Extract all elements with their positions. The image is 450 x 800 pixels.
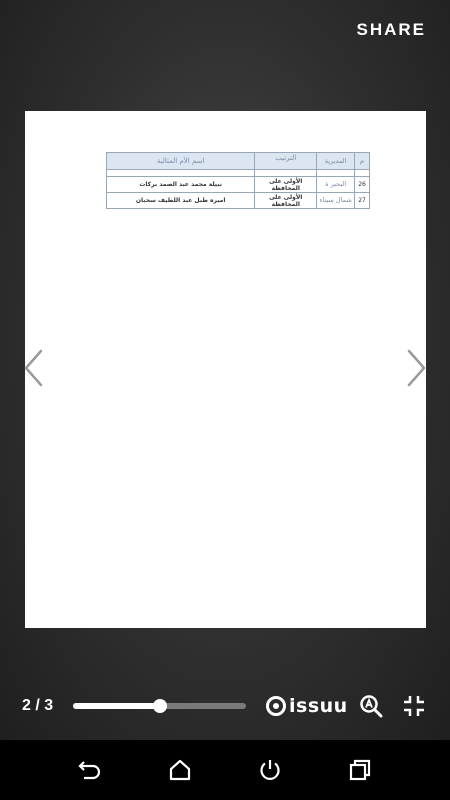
slider-thumb[interactable] <box>153 699 167 713</box>
row-rank: الأولى على المحافظة <box>255 193 317 209</box>
row-directorate: شمال سيناء <box>317 193 355 209</box>
header-directorate: المديرية <box>317 153 355 170</box>
issuu-logo[interactable] <box>266 694 348 718</box>
viewer-controls <box>0 690 450 722</box>
page-slider[interactable] <box>73 703 246 709</box>
zoom-icon[interactable] <box>359 694 383 718</box>
row-directorate: البحير ة <box>317 177 355 193</box>
exit-fullscreen-icon[interactable] <box>402 694 426 718</box>
chevron-left-icon[interactable] <box>22 348 44 388</box>
row-mother-name: اميره طبل عبد اللطيف سحبان <box>107 193 255 209</box>
table-row <box>107 193 370 209</box>
system-navigation-bar <box>0 740 450 800</box>
back-icon[interactable] <box>78 758 102 782</box>
header-num: م <box>355 153 370 170</box>
header-rank: الترتيب <box>255 153 317 170</box>
table-row <box>107 177 370 193</box>
slider-fill <box>73 703 160 709</box>
mothers-table <box>106 152 370 209</box>
document-page <box>25 111 426 628</box>
row-rank: الأولى على المحافظة <box>255 177 317 193</box>
home-icon[interactable] <box>168 758 192 782</box>
issuu-mark-icon <box>266 696 286 716</box>
page-indicator: 2 / 3 <box>22 697 54 714</box>
row-num: 26 <box>355 177 370 193</box>
row-mother-name: نبيلة محمد عبد الصمد بركات <box>107 177 255 193</box>
power-icon[interactable] <box>258 758 282 782</box>
table-spacer-row <box>107 170 370 177</box>
share-button[interactable]: SHARE <box>356 20 426 39</box>
chevron-right-icon[interactable] <box>406 348 428 388</box>
row-num: 27 <box>355 193 370 209</box>
recent-apps-icon[interactable] <box>348 758 372 782</box>
header-mother-name: اسم الأم المثالية <box>107 153 255 170</box>
table-header-row <box>107 153 370 170</box>
brand-name: issuu <box>289 695 348 717</box>
